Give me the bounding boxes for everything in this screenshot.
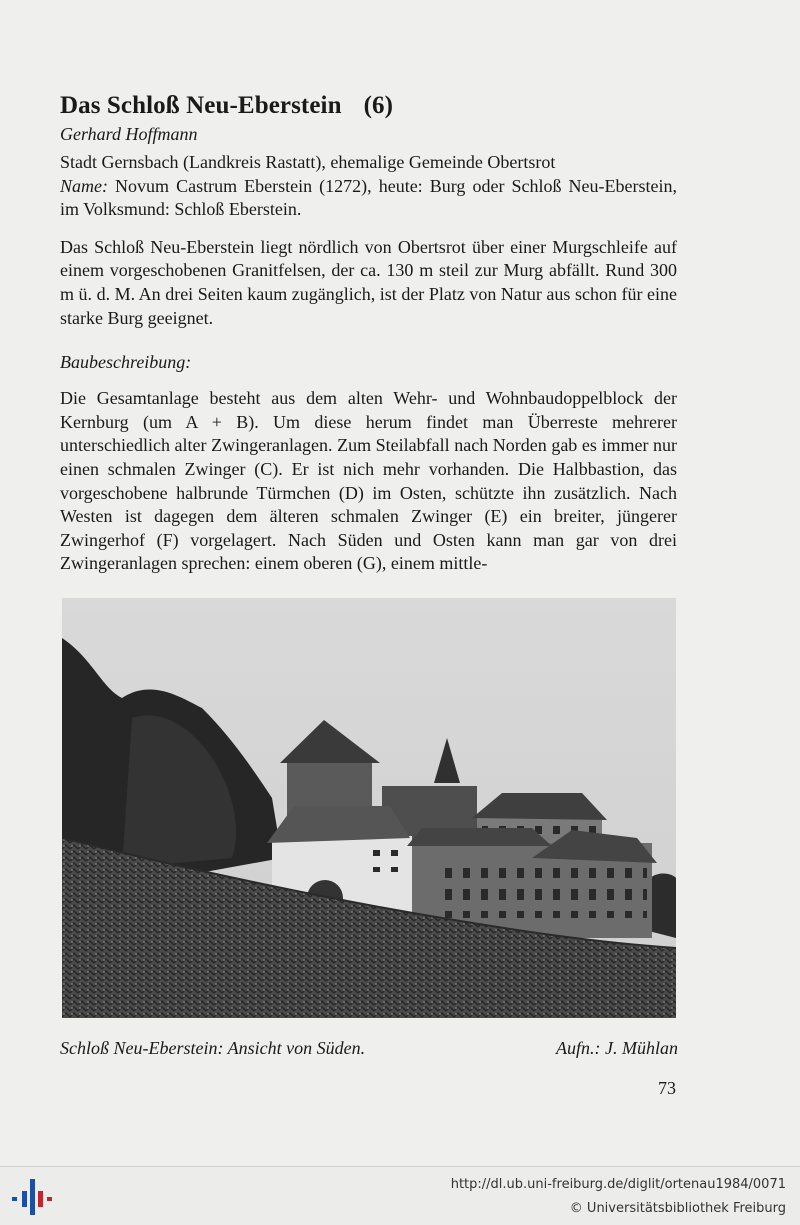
- photo-credit: Aufn.: J. Mühlan: [556, 1038, 678, 1058]
- figure-caption: Schloß Neu-Eberstein: Ansicht von Süden.: [60, 1038, 366, 1058]
- name-label: Name:: [60, 175, 108, 196]
- article-title: [60, 92, 677, 120]
- page-number: 73: [658, 1078, 676, 1098]
- library-footer: [0, 1166, 800, 1225]
- castle-photograph: [62, 598, 676, 1018]
- library-logo-icon: [12, 1179, 52, 1215]
- name-text: Novum Castrum Eberstein (1272), heute: Burg oder Schloß Neu-Eberstein, im Volksmund: Schloß Eberstein.: [60, 175, 677, 220]
- section-heading: Baubeschreibung:: [60, 352, 192, 373]
- name-paragraph: [60, 175, 677, 222]
- figure-caption-row: [60, 1038, 678, 1059]
- article-number: (6): [363, 92, 394, 119]
- body-paragraph: Die Gesamtanlage besteht aus dem alten Wehr- und Wohnbaudoppelblock der Kernburg (um A + B). Um diese herum findet man Überreste mehrerer unterschiedlich alter Zwingeranlagen. Zum Steilabfall nach Norden gab es immer nur einen schmalen Zwinger (C). Er ist nich mehr vorhanden. Die Halbbastion, das vorgeschobene halbrunde Türmchen (D) im Osten, schützte ihn zusätzlich. Nach Westen ist dagegen dem älteren schmalen Zwinger (E) ein breiter, jüngerer Zwingerhof (F) vorgelagert. Nach Süden und Osten kann man gar von drei Zwingeranlagen sprechen: einem oberen (G), einem mittle-: [60, 388, 677, 574]
- castle-photo-illustration: [62, 598, 676, 1018]
- source-url[interactable]: http://dl.ub.uni-freiburg.de/diglit/ortenau1984/0071: [450, 1177, 786, 1192]
- article-title-text: Das Schloß Neu-Eberstein: [60, 92, 342, 119]
- article-body: [60, 92, 677, 576]
- location-line: Stadt Gernsbach (Landkreis Rastatt), ehemalige Gemeinde Obertsrot: [60, 152, 556, 172]
- article-author: Gerhard Hoffmann: [60, 124, 198, 144]
- intro-paragraph: Das Schloß Neu-Eberstein liegt nördlich von Obertsrot über einer Murgschleife auf einem vorgeschobenen Granitfelsen, der ca. 130 m steil zur Murg abfällt. Rund 300 m ü. d. M. An drei Seiten kaum zugänglich, ist der Platz von Natur aus schon für eine starke Burg geeignet.: [60, 236, 677, 328]
- copyright-notice: © Universitätsbibliothek Freiburg: [569, 1201, 786, 1216]
